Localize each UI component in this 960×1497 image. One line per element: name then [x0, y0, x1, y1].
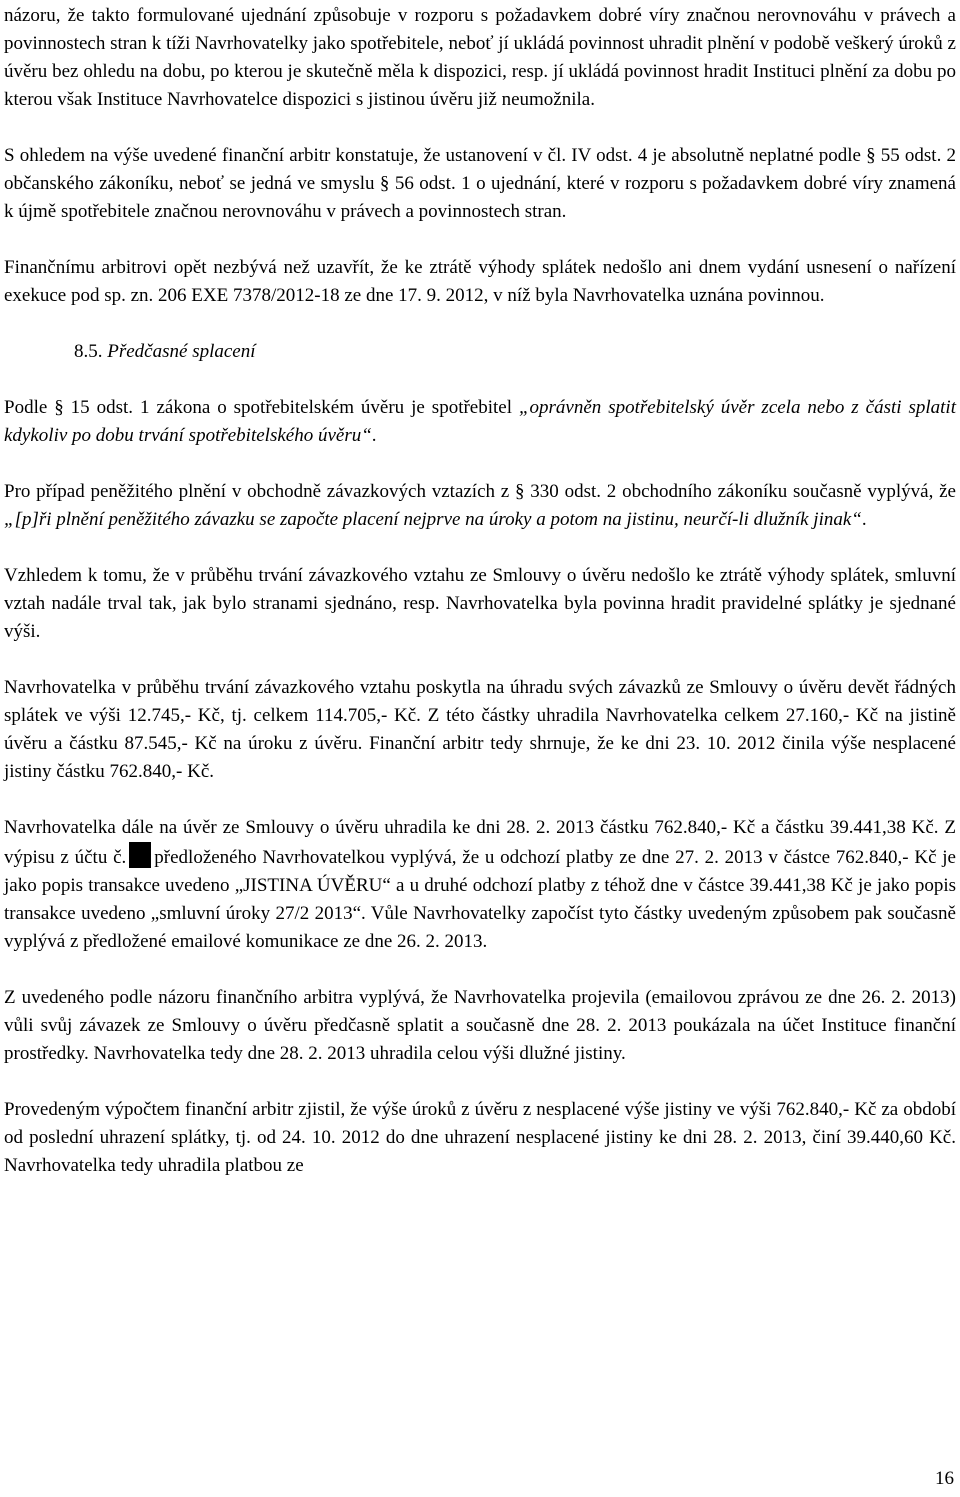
- paragraph-text: .: [371, 425, 377, 446]
- section-title: Předčasné splacení: [107, 341, 256, 362]
- paragraph: S ohledem na výše uvedené finanční arbitr konstatuje, že ustanovení v čl. IV odst. 4 je absolutně neplatné podle § 55 odst. 2 občanského zákoníku, neboť se jedná ve smyslu § 56 odst. 1 o ujednání, které v rozporu s požadavkem dobré víry znamená k újmě spotřebitele značnou nerovnováhu v právech a povinnostech stran.: [4, 145, 956, 222]
- legal-quote: „[p]ři plnění peněžitého závazku se započte placení nejprve na úroky a potom na jistinu, neurčí-li dlužník jinak“: [4, 509, 862, 530]
- paragraph: Vzhledem k tomu, že v průběhu trvání závazkového vztahu ze Smlouvy o úvěru nedošlo ke ztrátě výhody splátek, smluvní vztah nadále trval tak, jak bylo stranami sjednáno, resp. Navrhovatelka byla povinna hradit pravidelné splátky je sjednané výši.: [4, 565, 956, 642]
- paragraph-text: Navrhovatelka dále na úvěr ze Smlouvy o úvěru uhradila ke dni 28. 2. 2013 částku 762.840,- Kč a částku 39.441,38 Kč. Z výpisu z účtu č.: [4, 817, 956, 868]
- paragraph: názoru, že takto formulované ujednání způsobuje v rozporu s požadavkem dobré víry značnou nerovnováhu v právech a povinnostech stran k tíži Navrhovatelky jako spotřebitele, neboť jí ukládá povinnost uhradit plnění v podobě veškerý úroků z úvěru bez ohledu na dobu, po kterou je skutečně měla k dispozici, resp. jí ukládá povinnost hradit Instituci plnění za dobu po kterou však Instituce Navrhovatelce dispozici s jistinou úvěru již neumožnila.: [4, 5, 956, 110]
- paragraph-text: .: [861, 509, 867, 530]
- paragraph: [4, 814, 956, 956]
- paragraph: Provedeným výpočtem finanční arbitr zjistil, že výše úroků z úvěru z nesplacené výše jistiny ve výši 762.840,- Kč za období od poslední uhrazení splátky, tj. od 24. 10. 2012 do dne uhrazení nesplacené jistiny ke dni 28. 2. 2013, činí 39.440,60 Kč. Navrhovatelka tedy uhradila platbou ze: [4, 1099, 956, 1176]
- section-number: 8.5.: [74, 341, 103, 362]
- paragraph: Finančnímu arbitrovi opět nezbývá než uzavřít, že ke ztrátě výhody splátek nedošlo ani dnem vydání usnesení o nařízení exekuce pod sp. zn. 206 EXE 7378/2012-18 ze dne 17. 9. 2012, v níž byla Navrhovatelka uznána povinnou.: [4, 257, 956, 306]
- redaction-box: [129, 842, 151, 868]
- paragraph-text: předloženého Navrhovatelkou vyplývá, že u odchozí platby ze dne 27. 2. 2013 v částce 762.840,- Kč je jako popis transakce uvedeno „JISTINA ÚVĚRU“ a u druhé odchozí platby z téhož dne v částce 39.441,38 Kč je jako popis transakce uvedeno „smluvní úroky 27/2 2013“. Vůle Navrhovatelky započíst tyto částky uvedeným způsobem pak současně vyplývá z předložené emailové komunikace ze dne 26. 2. 2013.: [4, 847, 956, 952]
- paragraph: [4, 394, 956, 450]
- legal-quote: „oprávněn spotřebitelský úvěr zcela nebo z části splatit kdykoliv po dobu trvání spotřebitelského úvěru“: [4, 397, 956, 446]
- paragraph-text: Pro případ peněžitého plnění v obchodně závazkových vztazích z § 330 odst. 2 obchodního zákoníku současně vyplývá, že: [4, 481, 956, 502]
- page-number: 16: [935, 1468, 954, 1489]
- paragraph-text: Podle § 15 odst. 1 zákona o spotřebitelském úvěru je spotřebitel: [4, 397, 519, 418]
- section-heading: [4, 338, 956, 366]
- paragraph: Z uvedeného podle názoru finančního arbitra vyplývá, že Navrhovatelka projevila (emailovou zprávou ze dne 26. 2. 2013) vůli svůj závazek ze Smlouvy o úvěru předčasně splatit a současně dne 28. 2. 2013 poukázala na účet Instituce finanční prostředky. Navrhovatelka tedy dne 28. 2. 2013 uhradila celou výši dlužné jistiny.: [4, 987, 956, 1064]
- paragraph: Navrhovatelka v průběhu trvání závazkového vztahu poskytla na úhradu svých závazků ze Smlouvy o úvěru devět řádných splátek ve výši 12.745,- Kč, tj. celkem 114.705,- Kč. Z této částky uhradila Navrhovatelka celkem 27.160,- Kč na jistině úvěru a částku 87.545,- Kč na úroku z úvěru. Finanční arbitr tedy shrnuje, že ke dni 23. 10. 2012 činila výše nesplacené jistiny částku 762.840,- Kč.: [4, 677, 956, 782]
- paragraph: [4, 478, 956, 534]
